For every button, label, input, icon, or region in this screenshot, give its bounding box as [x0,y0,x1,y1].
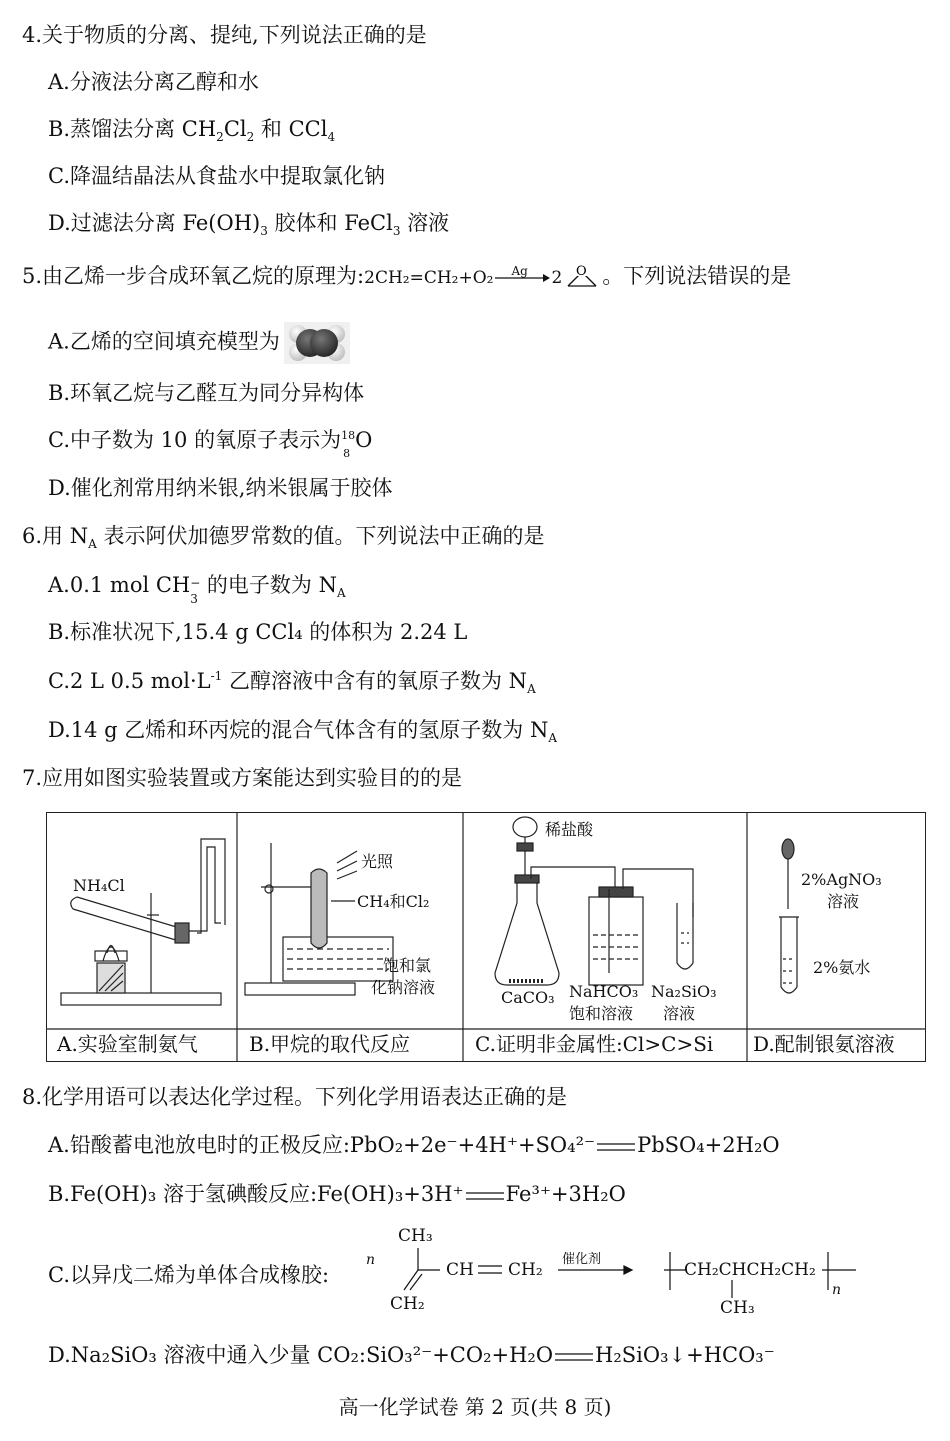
mass-number: 18 [341,429,356,442]
q8-option-d [48,1340,775,1370]
panel-d-reagent-2: 溶液 [827,892,860,911]
panel-a-caption: A.实验室制氨气 [57,1032,198,1056]
atomic-number: 8 [343,447,351,460]
q4-b-pre: B.蒸馏法分离 CH [48,117,217,141]
q4-option-b: B.蒸馏法分离 $CH_2Cl_2$ 和 CCl$_4$ [48,117,336,145]
monomer-ch: CH [446,1260,474,1280]
q5-reaction-arrow [493,263,551,288]
q6-option-a: A.0.1 mol CH − 3 的电子数为 $N_A$ [48,573,346,606]
equals-sign-icon [595,1141,637,1153]
q4-stem: 4.关于物质的分离、提纯,下列说法正确的是 [22,23,427,47]
polymer-degree: n [832,1282,842,1298]
panel-c-right-1: Na₂SiO₃ [651,982,717,1001]
monomer-ch2-right: CH₂ [508,1260,543,1280]
q5-eq-right: 2 [551,268,563,288]
q8-b-eq-right: Fe³⁺+3H₂O [505,1182,626,1206]
panel-d-ammonia: 2%氨水 [813,958,871,977]
q4-option-d: D.过滤法分离 $Fe(OH)_3$ 胶体和 FeCl$_3$ 溶液 [48,211,450,239]
na-sub: A [88,537,97,552]
q6-c-pre: C.2 L 0.5 mol·L [48,669,211,693]
monomer-ch3: CH₃ [398,1226,433,1246]
panel-c-right-2: 溶液 [663,1004,696,1023]
monomer-count: n [366,1252,376,1268]
q8-option-c-structure [360,1226,880,1322]
q6-stem-post: 表示阿伏加德罗常数的值。下列说法中正确的是 [96,524,545,548]
q6-d-text: D.14 g 乙烯和环丙烷的混合气体含有的氢原子数为 N [48,718,549,742]
q8-a-pre: A.铅酸蓄电池放电时的正极反应: [48,1133,350,1157]
q4-d-pre: D.过滤法分离 Fe(OH) [48,211,261,235]
q8-d-pre: D.Na₂SiO₃ 溶液中通入少量 CO₂: [48,1343,366,1367]
q5-stem-post: 。下列说法错误的是 [602,264,792,288]
panel-b-gas: CH₄和Cl₂ [357,892,430,911]
q6-option-c: C.2 L 0.5 $mol\cdot L^{-1}$ 乙醇溶液中含有的氧原子数为 $N_A$ [48,669,536,697]
q8-option-b [48,1179,626,1209]
epoxide-structure-icon [562,264,602,292]
panel-b-caption: B.甲烷的取代反应 [249,1032,411,1056]
q6-option-b: B.标准状况下,15.4 g CCl₄ 的体积为 2.24 L [48,620,468,644]
q6-stem-pre: 6.用 N [22,524,89,548]
q4-d-post: 溶液 [400,211,450,235]
svg-text:O: O [576,263,587,279]
na-sub: A [527,682,536,697]
q7-stem: 7.应用如图实验装置或方案能达到实验目的的是 [22,766,463,790]
q8-d-eq-left: SiO₃²⁻+CO₂+H₂O [365,1343,554,1367]
q4-b-mid2: 和 CCl [254,117,328,141]
q8-b-eq-left: Fe(OH)₃+3H⁺ [317,1182,464,1206]
q8-stem: 8.化学用语可以表达化学过程。下列化学用语表达正确的是 [22,1085,568,1109]
q5-eq-left: 2CH₂=CH₂+O₂ [364,268,494,288]
q8-d-eq-right: H₂SiO₃↓+HCO₃⁻ [595,1343,775,1367]
na-sub: A [336,586,346,601]
page-footer: 高一化学试卷 第 2 页(共 8 页) [338,1395,612,1419]
q8-b-pre: B.Fe(OH)₃ 溶于氢碘酸反应: [48,1182,318,1206]
q5-option-c [48,425,373,460]
q5-catalyst: Ag [511,263,528,278]
panel-d-caption: D.配制银氨溶液 [753,1032,895,1056]
isotope-notation [341,425,356,460]
panel-a-reagent: NH₄Cl [73,876,125,895]
polymer-ch3: CH₃ [720,1298,755,1318]
panel-b-solution-2: 化钠溶液 [371,978,436,997]
q5-option-a [48,322,350,364]
polymer-chain: CH₂CHCH₂CH₂ [684,1260,816,1280]
q8-option-c-label: C.以异戊二烯为单体合成橡胶: [48,1263,330,1287]
experiment-apparatus-drawing [47,813,925,1061]
q4-b-mid1: Cl [223,117,247,141]
catalyst-label: 催化剂 [562,1252,602,1267]
q5-c-pre: C.中子数为 10 的氧原子表示为 [48,428,342,452]
equals-sign-icon [464,1190,506,1202]
q8-option-a [48,1130,780,1160]
q5-stem-pre: 5.由乙烯一步合成环氧乙烷的原理为: [22,264,365,288]
equals-sign-icon [553,1351,595,1363]
oxygen-symbol: O [355,428,373,452]
q8-a-eq-right: PbSO₄+2H₂O [637,1133,780,1157]
q4-d-mid: 胶体和 FeCl [267,211,393,235]
ethylene-space-filling-model-icon [284,322,350,364]
q6-a-pre: A.0.1 mol CH [48,573,191,597]
q6-a-post: 的电子数为 N [200,573,337,597]
monomer-ch2-bottom: CH₂ [390,1294,425,1314]
panel-b-light: 光照 [361,852,394,871]
q5-option-b: B.环氧乙烷与乙醛互为同分异构体 [48,381,365,405]
experiment-figure-table [46,812,926,1062]
na-sub: A [548,731,557,746]
q6-stem [22,521,544,551]
q5-stem [22,261,791,293]
panel-c-mid-1: NaHCO₃ [569,982,639,1001]
q4-option-c: C.降温结晶法从食盐水中提取氯化钠 [48,164,385,188]
q5-option-d: D.催化剂常用纳米银,纳米银属于胶体 [48,476,393,500]
panel-c-solid: CaCO₃ [501,988,555,1007]
q6-c-post: 乙醇溶液中含有的氧原子数为 N [222,669,528,693]
panel-b-solution-1: 饱和氯 [383,956,432,975]
q5-a-text: A.乙烯的空间填充模型为 [48,329,280,354]
panel-c-caption: C.证明非金属性:Cl>C>Si [475,1032,714,1056]
q6-option-d [48,715,557,745]
q4-option-a: A.分液法分离乙醇和水 [48,70,259,94]
panel-c-acid: 稀盐酸 [545,820,594,839]
q8-a-eq-left: PbO₂+2e⁻+4H⁺+SO₄²⁻ [349,1133,596,1157]
panel-c-mid-2: 饱和溶液 [569,1004,634,1023]
panel-d-reagent-1: 2%AgNO₃ [801,870,882,889]
